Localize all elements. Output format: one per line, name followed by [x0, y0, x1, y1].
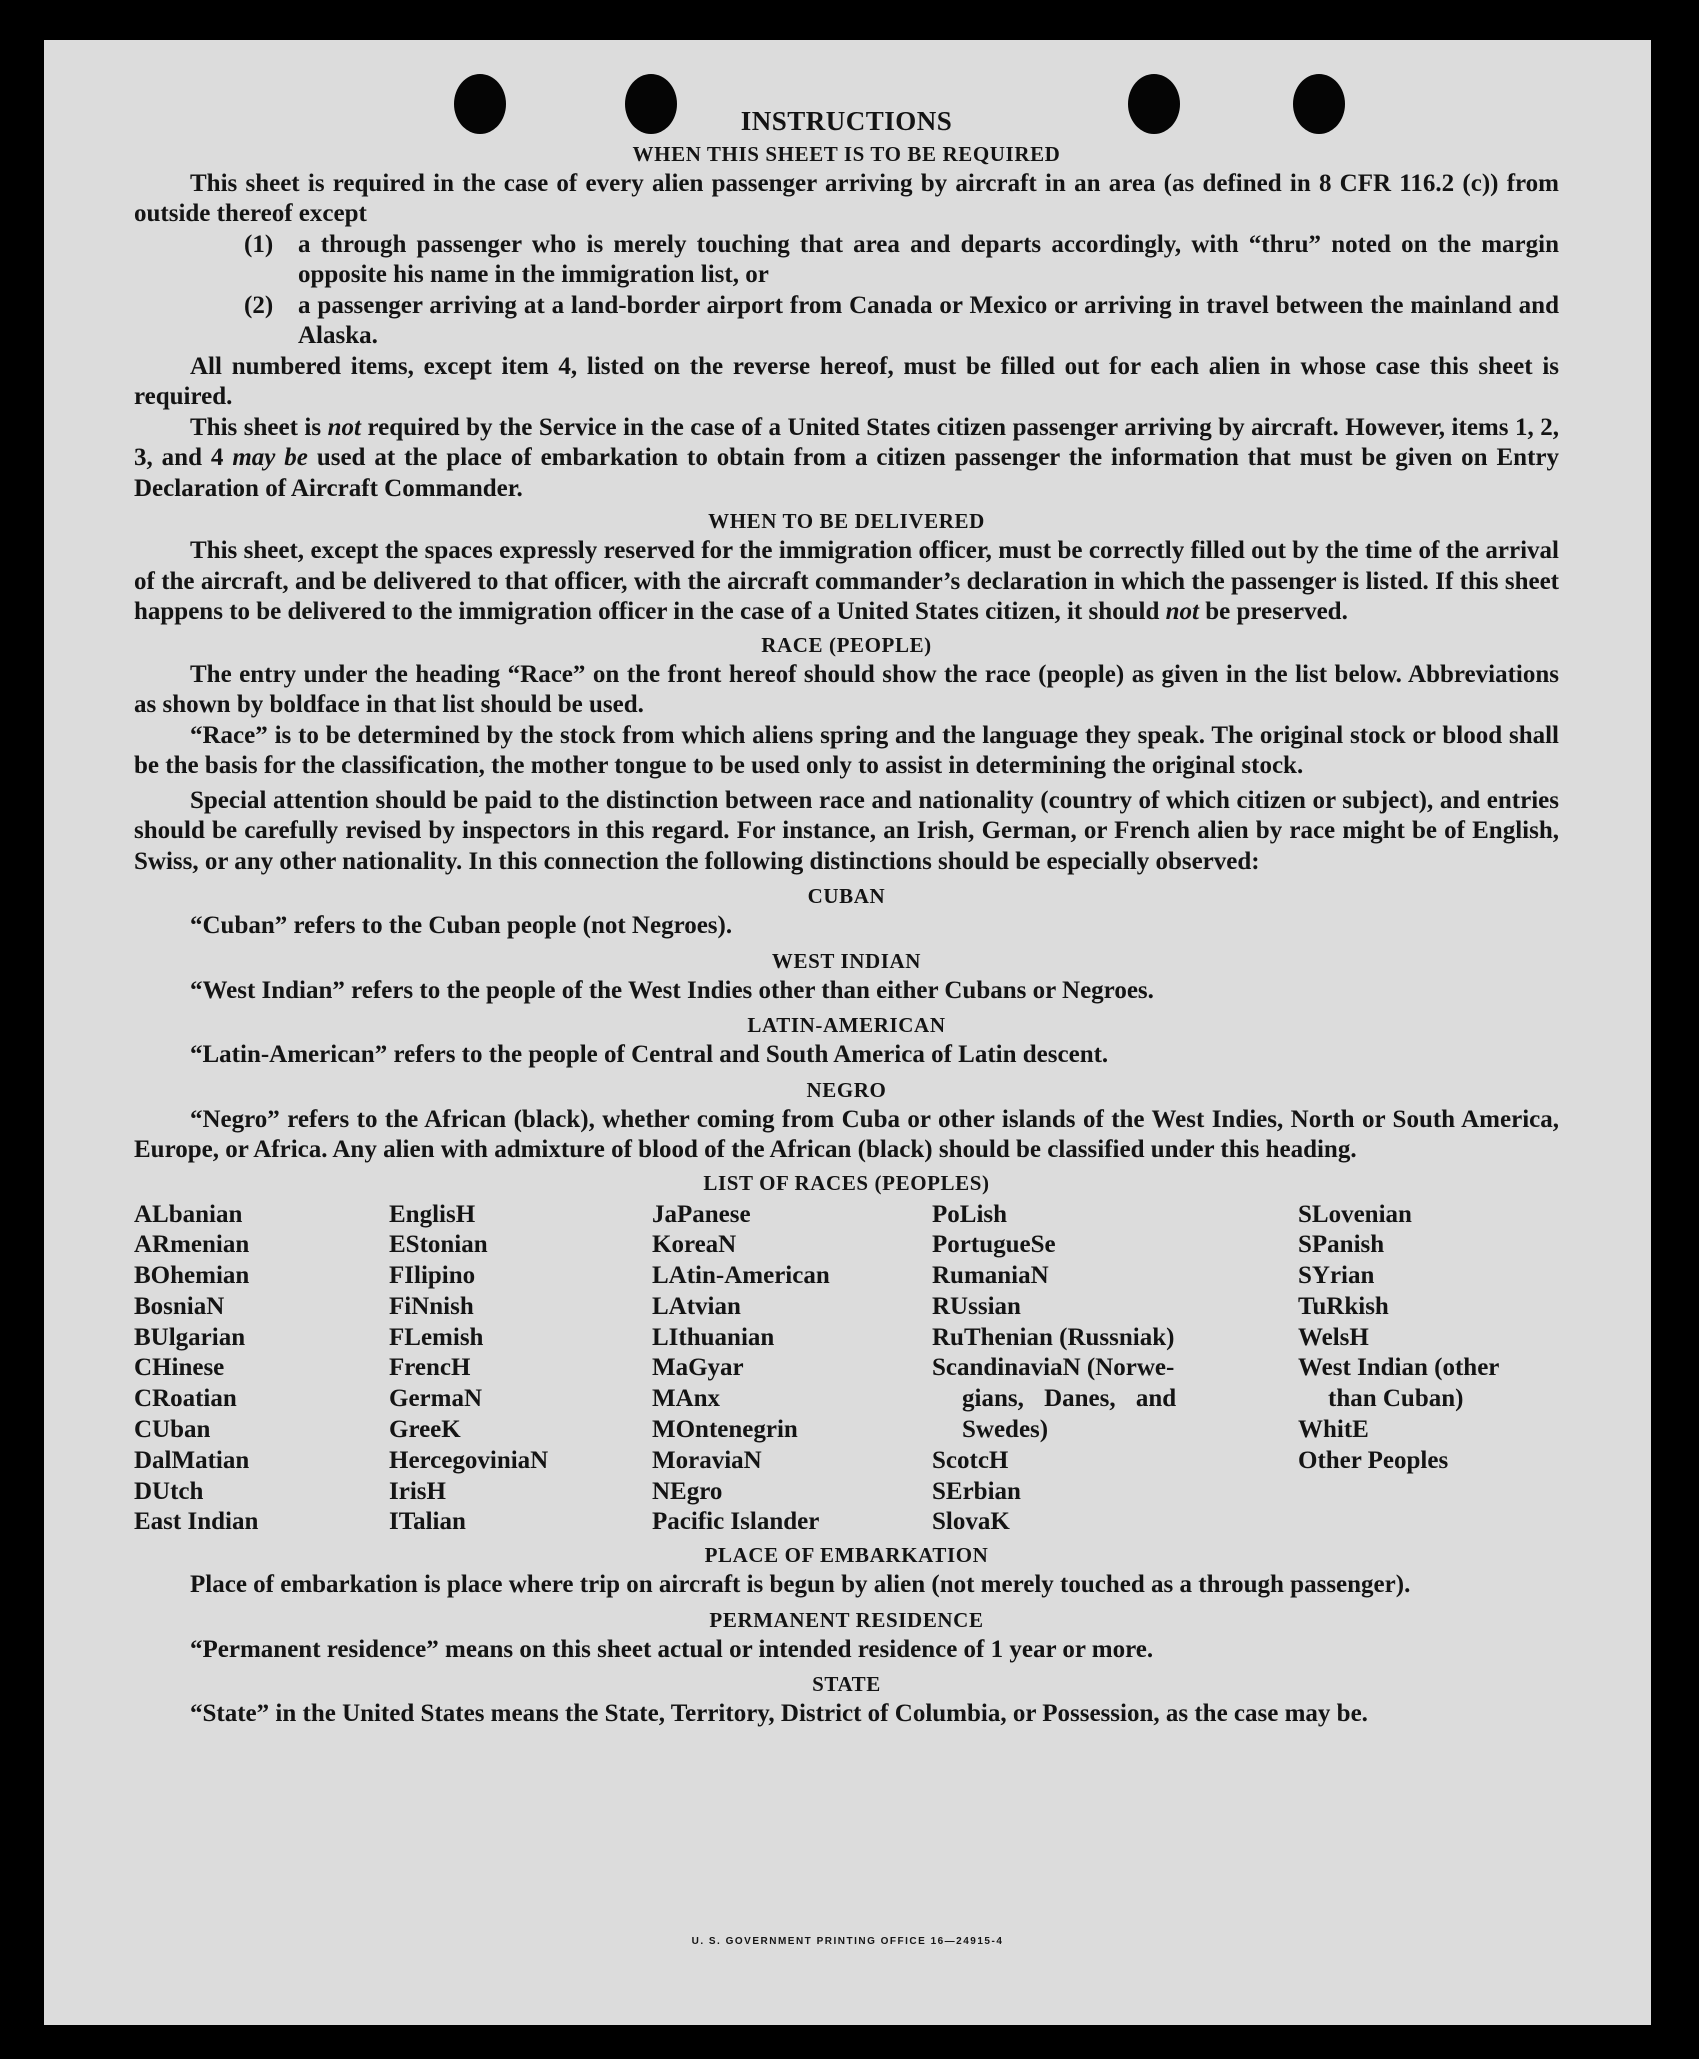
race-entry: Swedes) — [962, 1416, 1049, 1444]
race-entry: SYrian — [1298, 1262, 1375, 1290]
race-entry: ALbanian — [134, 1200, 243, 1228]
race-entry: PortugueSe — [932, 1231, 1056, 1259]
item-number: (1) — [244, 230, 274, 258]
race-entry: Other Peoples — [1298, 1446, 1449, 1474]
list-item — [134, 291, 1559, 352]
race-column — [389, 1200, 652, 1539]
paragraph: This sheet is not required by the Service in the case of a United States citizen passenger arriving by aircraft. However, items 1, 2, 3, and 4 may be used at the place of embarkation to obtain from a citizen passenger the information that must be given on Entry Declaration of Aircraft Commander. — [134, 413, 1559, 502]
paragraph: Special attention should be paid to the distinction between race and nationality (country of which citizen or subject), and entries should be carefully revised by inspectors in this regard. For instance, an Irish, German, or French alien by race might be of English, Swiss, or any other nationality. In this connection the following distinctions should be especially observed: — [134, 786, 1559, 875]
race-entry: JaPanese — [652, 1200, 751, 1228]
race-entry: SlovaK — [932, 1508, 1010, 1536]
race-entry: EnglisH — [389, 1200, 476, 1228]
paragraph: “Negro” refers to the African (black), whether coming from Cuba or other islands of the West Indies, North or South America, Europe, or Africa. Any alien with admixture of blood of the African (black) should be classified under this heading. — [134, 1105, 1559, 1163]
race-entry: than Cuban) — [1328, 1385, 1464, 1413]
race-entry: PoLish — [932, 1200, 1008, 1228]
paragraph: “Race” is to be determined by the stock from which aliens spring and the language they speak. The original stock or blood shall be the basis for the classification, the mother tongue to be used only to assist in determining the original stock. — [134, 721, 1559, 779]
page-title: INSTRUCTIONS — [740, 106, 953, 136]
race-entry: RumaniaN — [932, 1262, 1049, 1290]
race-entry: RUssian — [932, 1292, 1021, 1320]
race-entry: MAnx — [652, 1385, 721, 1413]
race-entry: DalMatian — [134, 1446, 250, 1474]
section-heading: RACE (PEOPLE) — [761, 632, 932, 657]
section-heading: WHEN TO BE DELIVERED — [708, 509, 985, 533]
list-item — [134, 230, 1559, 291]
race-entry: TuRkish — [1298, 1292, 1389, 1320]
race-entry: East Indian — [134, 1508, 259, 1536]
race-entry: LIthuanian — [652, 1323, 775, 1351]
section-heading: STATE — [812, 1672, 881, 1697]
section-heading: LATIN-AMERICAN — [747, 1013, 946, 1037]
race-entry: LAtin-American — [652, 1262, 830, 1290]
paragraph: This sheet is required in the case of every alien passenger arriving by aircraft in an area (as defined in 8 CFR 116.2 (c)) from outside thereof except — [134, 169, 1559, 227]
section-heading: WEST INDIAN — [771, 948, 922, 973]
race-entry: West Indian (other — [1298, 1354, 1500, 1382]
paragraph: This sheet, except the spaces expressly reserved for the immigration officer, must be correctly filled out by the time of the arrival of the aircraft, and be delivered to that officer, with the aircraft commander’s declaration in which the passenger is listed. If this sheet happens to be delivered to the immigration officer in the case of a United States citizen, it should not be preserved. — [134, 537, 1559, 625]
race-entry: LAtvian — [652, 1292, 741, 1320]
paragraph: “Latin-American” refers to the people of Central and South America of Latin descent. — [190, 1041, 1109, 1068]
race-column — [1298, 1200, 1559, 1539]
race-entry: RuThenian (Russniak) — [932, 1323, 1175, 1351]
section-heading: NEGRO — [806, 1077, 887, 1102]
section-heading: PLACE OF EMBARKATION — [704, 1543, 989, 1568]
race-entry: IrisH — [389, 1477, 446, 1505]
race-entry: WelsH — [1298, 1323, 1369, 1351]
race-entry: gians, Danes, and — [962, 1385, 1177, 1413]
paragraph: “Cuban” refers to the Cuban people (not Negroes). — [190, 912, 733, 939]
section-heading: PERMANENT RESIDENCE — [709, 1607, 984, 1632]
race-entry: SLovenian — [1298, 1200, 1412, 1228]
race-column — [134, 1200, 389, 1539]
race-entry: SErbian — [932, 1477, 1021, 1505]
printer-footer: U. S. GOVERNMENT PRINTING OFFICE 16—24915-4 — [691, 1936, 1004, 1947]
item-text: a passenger arriving at a land-border airport from Canada or Mexico or arriving in travel between the mainland and Alaska. — [298, 291, 1559, 349]
section-heading: LIST OF RACES (PEOPLES) — [703, 1170, 990, 1195]
race-entry: FIlipino — [389, 1262, 476, 1290]
race-column — [932, 1200, 1298, 1539]
race-entry: BUlgarian — [134, 1323, 246, 1351]
race-entry: KoreaN — [652, 1231, 737, 1259]
race-entry: WhitE — [1298, 1416, 1369, 1444]
race-entry: FrencH — [389, 1354, 471, 1382]
paragraph: All numbered items, except item 4, listed on the reverse hereof, must be filled out for each alien in whose case this sheet is required. — [134, 352, 1559, 410]
section-heading: WHEN THIS SHEET IS TO BE REQUIRED — [632, 141, 1061, 166]
race-entry: ITalian — [389, 1508, 466, 1536]
race-entry: ScotcH — [932, 1446, 1009, 1474]
race-entry: MoraviaN — [652, 1446, 762, 1474]
race-entry: BosniaN — [134, 1292, 225, 1320]
race-entry: ScandinaviaN (Norwe- — [932, 1354, 1175, 1382]
paragraph: The entry under the heading “Race” on the front hereof should show the race (people) as given in the list below. Abbreviations as shown by boldface in that list should be used. — [134, 660, 1559, 718]
race-entry: MOntenegrin — [652, 1416, 798, 1444]
paragraph: Place of embarkation is place where trip on aircraft is begun by alien (not merely touched as a through passenger). — [190, 1571, 1411, 1599]
race-entry: GermaN — [389, 1385, 483, 1413]
race-entry: CRoatian — [134, 1385, 237, 1413]
race-list — [134, 1200, 1559, 1539]
race-entry: GreeK — [389, 1416, 461, 1444]
race-entry: DUtch — [134, 1477, 204, 1505]
item-number: (2) — [244, 291, 274, 319]
race-entry: BOhemian — [134, 1262, 250, 1290]
race-entry: EStonian — [389, 1231, 488, 1259]
race-entry: Pacific Islander — [652, 1508, 820, 1536]
race-column — [652, 1200, 932, 1539]
section-heading: CUBAN — [807, 884, 886, 908]
instructions-body — [134, 106, 1559, 1730]
race-entry: HercegoviniaN — [389, 1446, 549, 1474]
paragraph: “West Indian” refers to the people of the West Indies other than either Cubans or Negroes. — [190, 976, 1154, 1004]
race-entry: CUban — [134, 1416, 211, 1444]
item-text: a through passenger who is merely touching that area and departs accordingly, with “thru” noted on the margin opposite his name in the immigration list, or — [298, 230, 1559, 288]
race-entry: CHinese — [134, 1354, 225, 1382]
paragraph: “State” in the United States means the State, Territory, District of Columbia, or Possession, as the case may be. — [190, 1700, 1368, 1728]
race-entry: NEgro — [652, 1477, 723, 1505]
race-entry: FLemish — [389, 1323, 484, 1351]
race-entry: SPanish — [1298, 1231, 1385, 1259]
race-entry: ARmenian — [134, 1231, 250, 1259]
document-sheet — [44, 40, 1651, 2025]
race-entry: MaGyar — [652, 1354, 744, 1382]
race-entry: FiNnish — [389, 1292, 474, 1320]
paragraph: “Permanent residence” means on this sheet actual or intended residence of 1 year or more. — [190, 1635, 1154, 1663]
